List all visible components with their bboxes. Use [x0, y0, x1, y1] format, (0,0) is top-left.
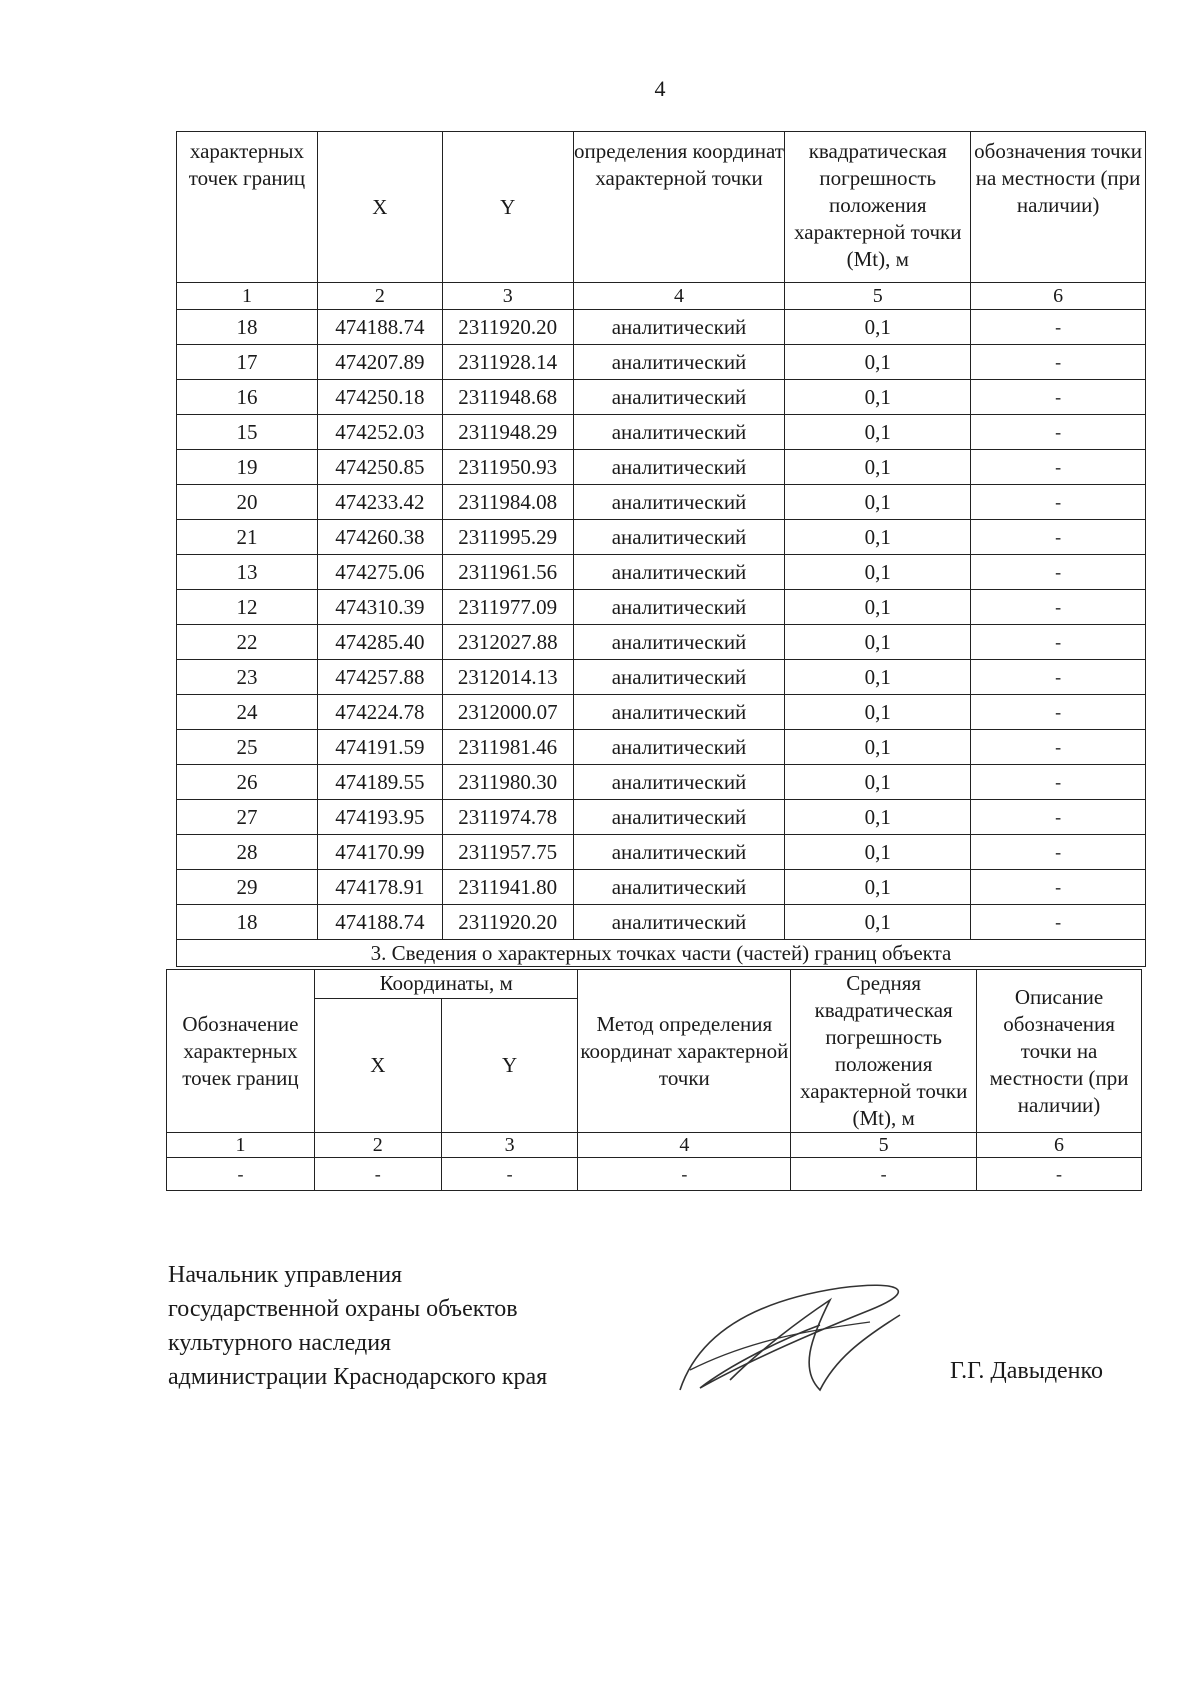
- column-number: 4: [578, 1133, 791, 1158]
- table-cell: 25: [177, 730, 318, 765]
- table-cell: -: [971, 520, 1146, 555]
- table-cell: 13: [177, 555, 318, 590]
- table-cell: 0,1: [785, 590, 971, 625]
- header-cell: Y: [441, 998, 578, 1132]
- signatory-title-line: государственной охраны объектов: [168, 1296, 518, 1322]
- section-title: 3. Сведения о характерных точках части (частей) границ объекта: [177, 940, 1146, 967]
- table-cell: -: [971, 310, 1146, 345]
- table-cell: 0,1: [785, 660, 971, 695]
- table-cell: 17: [177, 345, 318, 380]
- table-row: [177, 345, 1146, 380]
- table-cell: -: [971, 660, 1146, 695]
- table-row: [177, 625, 1146, 660]
- table-cell: 28: [177, 835, 318, 870]
- table-cell: аналитический: [573, 905, 785, 940]
- table-cell: аналитический: [573, 870, 785, 905]
- table-header-row: [167, 970, 1142, 999]
- table-cell: 474189.55: [317, 765, 442, 800]
- table-cell: -: [971, 905, 1146, 940]
- header-cell: Обозначение характерных точек границ: [167, 970, 315, 1133]
- table-cell: -: [971, 450, 1146, 485]
- table-cell: 2311961.56: [442, 555, 573, 590]
- table-cell: -: [971, 695, 1146, 730]
- header-cell: Координаты, м: [314, 970, 578, 999]
- table-cell: 2311950.93: [442, 450, 573, 485]
- column-number: 2: [314, 1133, 441, 1158]
- table-cell: аналитический: [573, 660, 785, 695]
- table-cell: 2311957.75: [442, 835, 573, 870]
- table-cell: аналитический: [573, 450, 785, 485]
- table-cell: 0,1: [785, 380, 971, 415]
- table-cell: аналитический: [573, 485, 785, 520]
- table-cell: 0,1: [785, 310, 971, 345]
- table-cell: 18: [177, 905, 318, 940]
- header-cell: Метод определения координат характерной точки: [578, 970, 791, 1133]
- table-cell: 2311920.20: [442, 310, 573, 345]
- table-cell: 2311980.30: [442, 765, 573, 800]
- table-cell: аналитический: [573, 730, 785, 765]
- table-cell: 2312014.13: [442, 660, 573, 695]
- table-row: [177, 905, 1146, 940]
- table-cell: 474193.95: [317, 800, 442, 835]
- table-cell: 474188.74: [317, 310, 442, 345]
- table-cell: 474260.38: [317, 520, 442, 555]
- signatory-title-line: Начальник управления: [168, 1262, 403, 1288]
- column-number: 4: [573, 283, 785, 310]
- table-cell: аналитический: [573, 765, 785, 800]
- table-cell: 474250.18: [317, 380, 442, 415]
- signatory-title-line: администрации Краснодарского края: [168, 1364, 548, 1390]
- header-cell: X: [317, 132, 442, 283]
- table-cell: 0,1: [785, 730, 971, 765]
- table-row: [177, 870, 1146, 905]
- table-header-row: [177, 132, 1146, 283]
- table-row: [177, 730, 1146, 765]
- table-row: [177, 660, 1146, 695]
- table-cell: 0,1: [785, 520, 971, 555]
- table-cell: 19: [177, 450, 318, 485]
- table-cell: 0,1: [785, 415, 971, 450]
- table-cell: 474188.74: [317, 905, 442, 940]
- table-cell: 474257.88: [317, 660, 442, 695]
- table-cell: 22: [177, 625, 318, 660]
- table-cell: -: [971, 625, 1146, 660]
- table-cell: 474275.06: [317, 555, 442, 590]
- header-cell: определения координат характерной точки: [573, 132, 785, 283]
- table-cell: 0,1: [785, 835, 971, 870]
- table-cell: 29: [177, 870, 318, 905]
- table-cell: 2311948.68: [442, 380, 573, 415]
- table-cell: 474191.59: [317, 730, 442, 765]
- table-cell: -: [977, 1158, 1142, 1191]
- table-cell: 24: [177, 695, 318, 730]
- table-cell: 20: [177, 485, 318, 520]
- handwritten-signature: [670, 1270, 930, 1410]
- table-cell: 2311941.80: [442, 870, 573, 905]
- table-row: [177, 485, 1146, 520]
- table-cell: -: [167, 1158, 315, 1191]
- coordinates-table: [176, 131, 1146, 967]
- table-cell: 18: [177, 310, 318, 345]
- header-cell: характерных точек границ: [177, 132, 318, 283]
- table-cell: 16: [177, 380, 318, 415]
- header-cell: Средняя квадратическая погрешность положения характерной точки (Mt), м: [791, 970, 977, 1133]
- table-cell: 474285.40: [317, 625, 442, 660]
- column-number: 6: [971, 283, 1146, 310]
- table-row: [177, 415, 1146, 450]
- table-cell: аналитический: [573, 555, 785, 590]
- table-cell: 0,1: [785, 345, 971, 380]
- table-cell: 474170.99: [317, 835, 442, 870]
- column-number: 1: [167, 1133, 315, 1158]
- table-cell: 15: [177, 415, 318, 450]
- table-cell: 2312000.07: [442, 695, 573, 730]
- table-cell: -: [971, 380, 1146, 415]
- signer-name: Г.Г. Давыденко: [950, 1358, 1103, 1384]
- table-row: [177, 555, 1146, 590]
- header-cell: квадратическая погрешность положения характерной точки (Mt), м: [785, 132, 971, 283]
- table-row: [177, 695, 1146, 730]
- table-cell: -: [971, 870, 1146, 905]
- column-number-row: [167, 1133, 1142, 1158]
- table-cell: 0,1: [785, 485, 971, 520]
- table-cell: -: [971, 485, 1146, 520]
- table-cell: 2311995.29: [442, 520, 573, 555]
- table-cell: 2311977.09: [442, 590, 573, 625]
- table-cell: -: [971, 415, 1146, 450]
- column-number: 5: [785, 283, 971, 310]
- signatory-title: [168, 1258, 547, 1394]
- table-row: [177, 520, 1146, 555]
- table-cell: 2311920.20: [442, 905, 573, 940]
- table-row: [167, 1158, 1142, 1191]
- table-cell: 0,1: [785, 765, 971, 800]
- table-cell: 474233.42: [317, 485, 442, 520]
- table-cell: 0,1: [785, 695, 971, 730]
- signatory-title-line: культурного наследия: [168, 1330, 392, 1356]
- page-number: 4: [654, 76, 666, 101]
- table-cell: 474310.39: [317, 590, 442, 625]
- table-cell: -: [578, 1158, 791, 1191]
- table-cell: 2311974.78: [442, 800, 573, 835]
- table-cell: -: [314, 1158, 441, 1191]
- table-cell: аналитический: [573, 590, 785, 625]
- table-row: [177, 450, 1146, 485]
- table-row: [177, 835, 1146, 870]
- table-cell: -: [971, 800, 1146, 835]
- column-number: 2: [317, 283, 442, 310]
- table-cell: 21: [177, 520, 318, 555]
- table-cell: аналитический: [573, 520, 785, 555]
- table-cell: аналитический: [573, 310, 785, 345]
- column-number: 3: [442, 283, 573, 310]
- table-cell: 2311928.14: [442, 345, 573, 380]
- header-cell: Y: [442, 132, 573, 283]
- header-cell: Описание обозначения точки на местности (при наличии): [977, 970, 1142, 1133]
- column-number: 6: [977, 1133, 1142, 1158]
- table-cell: -: [791, 1158, 977, 1191]
- table-cell: 474178.91: [317, 870, 442, 905]
- table-cell: аналитический: [573, 695, 785, 730]
- table-cell: -: [971, 835, 1146, 870]
- header-cell: X: [314, 998, 441, 1132]
- column-number-row: [177, 283, 1146, 310]
- table-cell: аналитический: [573, 380, 785, 415]
- section-title-row: [177, 940, 1146, 967]
- table-cell: аналитический: [573, 800, 785, 835]
- table-cell: 474252.03: [317, 415, 442, 450]
- column-number: 1: [177, 283, 318, 310]
- table-cell: 2311948.29: [442, 415, 573, 450]
- table-cell: 474224.78: [317, 695, 442, 730]
- table-row: [177, 310, 1146, 345]
- table-cell: -: [441, 1158, 578, 1191]
- table-cell: -: [971, 555, 1146, 590]
- table-row: [177, 590, 1146, 625]
- table-row: [177, 800, 1146, 835]
- table-cell: 2311981.46: [442, 730, 573, 765]
- table-cell: аналитический: [573, 835, 785, 870]
- table-cell: 474250.85: [317, 450, 442, 485]
- table-cell: 2311984.08: [442, 485, 573, 520]
- table-cell: 0,1: [785, 450, 971, 485]
- table-cell: 0,1: [785, 870, 971, 905]
- table-cell: аналитический: [573, 345, 785, 380]
- part-boundary-table: [166, 969, 1142, 1191]
- table-cell: 0,1: [785, 555, 971, 590]
- table-cell: 2312027.88: [442, 625, 573, 660]
- table-row: [177, 380, 1146, 415]
- table-row: [177, 765, 1146, 800]
- column-number: 5: [791, 1133, 977, 1158]
- table-cell: 26: [177, 765, 318, 800]
- table-cell: 23: [177, 660, 318, 695]
- table-cell: -: [971, 345, 1146, 380]
- table-cell: 0,1: [785, 905, 971, 940]
- table-cell: -: [971, 730, 1146, 765]
- table-cell: -: [971, 590, 1146, 625]
- table-cell: 12: [177, 590, 318, 625]
- table-cell: 27: [177, 800, 318, 835]
- table-cell: аналитический: [573, 625, 785, 660]
- table-cell: 474207.89: [317, 345, 442, 380]
- table-cell: аналитический: [573, 415, 785, 450]
- table-cell: 0,1: [785, 800, 971, 835]
- table-cell: -: [971, 765, 1146, 800]
- column-number: 3: [441, 1133, 578, 1158]
- header-cell: обозначения точки на местности (при наличии): [971, 132, 1146, 283]
- table-cell: 0,1: [785, 625, 971, 660]
